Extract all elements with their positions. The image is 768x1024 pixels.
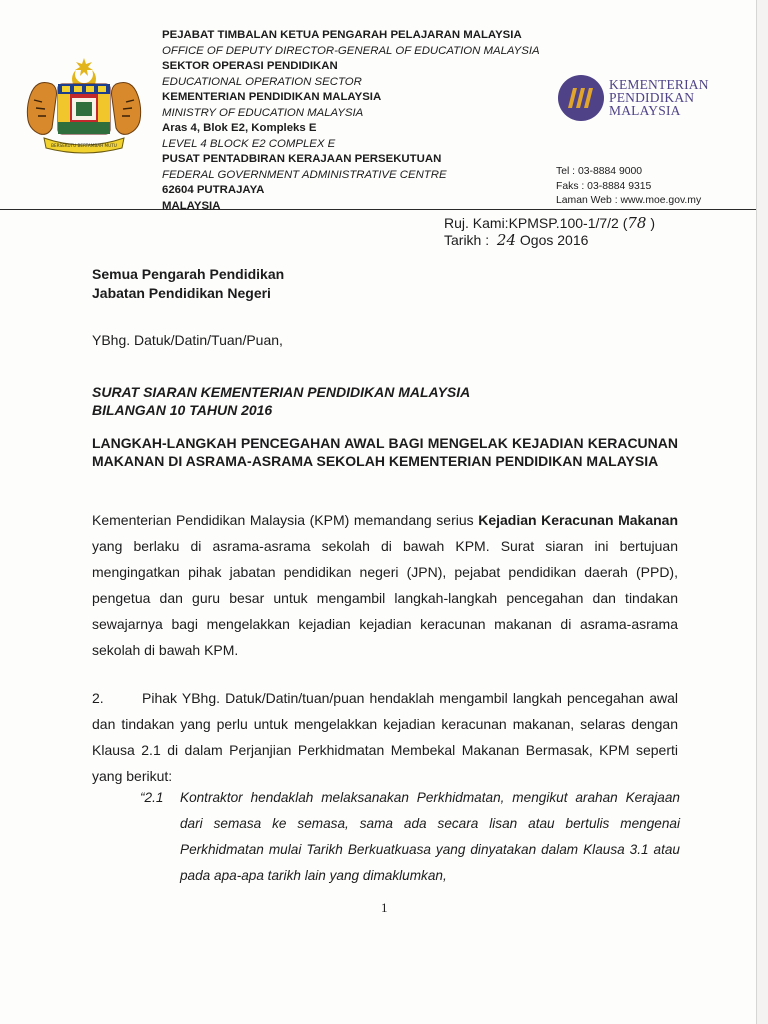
letterhead-line: MINISTRY OF EDUCATION MALAYSIA: [162, 106, 364, 119]
crest-motto: BERSEKUTU BERTAMBAH MUTU: [51, 143, 117, 148]
reference-number: [444, 215, 655, 232]
para2-number: 2.: [92, 690, 104, 706]
letterhead-line: PUSAT PENTADBIRAN KERAJAAN PERSEKUTUAN: [162, 153, 442, 165]
date-handwritten-day: 24: [496, 231, 516, 249]
letterhead-line: OFFICE OF DEPUTY DIRECTOR-GENERAL OF EDUCATION MALAYSIA: [162, 44, 540, 57]
para1-text-end: yang berlaku di asrama-asrama sekolah di bawah KPM. Surat siaran ini bertujuan mengingatkan pihak jabatan pendidikan negeri (JPN), pejabat pendidikan daerah (PPD), pengetua dan guru besar untuk mengambil langkah-langkah pencegahan dan tindakan sewajarnya bagi mengelakkan kejadian kejadian keracunan makanan di asrama-asrama sekolah di bawah KPM.: [92, 538, 678, 658]
circular-line: BILANGAN 10 TAHUN 2016: [92, 402, 273, 418]
para1-text: Kementerian Pendidikan Malaysia (KPM) memandang serius: [92, 512, 479, 528]
contact-web: Laman Web : www.moe.gov.my: [556, 195, 702, 206]
paragraph-2: [92, 685, 678, 789]
clause-text: Kontraktor hendaklah melaksanakan Perkhidmatan, mengikut arahan Kerajaan dari semasa ke semasa, sama ada secara lisan atau bertulis mengenai Perkhidmatan mulai Tarikh Berkuatkuasa yang dinyatakan dalam Klausa 3.1 atau pada apa-apa tarikh lain yang dimaklumkan,: [180, 790, 680, 883]
letterhead-line: FEDERAL GOVERNMENT ADMINISTRATIVE CENTRE: [162, 168, 447, 181]
coat-of-arms-icon: [24, 56, 144, 154]
addressee-line: Jabatan Pendidikan Negeri: [92, 284, 271, 301]
circular-line: SURAT SIARAN KEMENTERIAN PENDIDIKAN MALAYSIA: [92, 384, 471, 400]
ministry-logo-line: MALAYSIA: [609, 103, 681, 118]
ref-value: KPMSP.100-1/7/2 (: [508, 215, 628, 231]
quoted-clause: [140, 785, 680, 889]
page-number: 1: [381, 900, 388, 915]
salutation: YBhg. Datuk/Datin/Tuan/Puan,: [92, 332, 283, 348]
addressee-line: Semua Pengarah Pendidikan: [92, 266, 285, 282]
letterhead-line: Aras 4, Blok E2, Kompleks E: [162, 122, 317, 134]
contact-tel: Tel : 03-8884 9000: [556, 166, 643, 177]
circular-title: [92, 383, 470, 419]
subject-heading: LANGKAH-LANGKAH PENCEGAHAN AWAL BAGI MENGELAK KEJADIAN KERACUNAN MAKANAN DI ASRAMA-ASRAMA SEKOLAH KEMENTERIAN PENDIDIKAN MALAYSIA: [92, 435, 678, 469]
letterhead-line: EDUCATIONAL OPERATION SECTOR: [162, 75, 362, 88]
ministry-logo-icon: [556, 74, 606, 122]
letterhead-divider: [0, 209, 756, 210]
para1-bold: Kejadian Keracunan Makanan: [478, 512, 678, 528]
contact-fax: Faks : 03-8884 9315: [556, 180, 652, 192]
ministry-logo-line: PENDIDIKAN: [609, 90, 695, 105]
letterhead-line: KEMENTERIAN PENDIDIKAN MALAYSIA: [162, 91, 382, 103]
ministry-logo-text: [609, 78, 709, 117]
ref-label: Ruj. Kami:: [444, 215, 509, 231]
letterhead-line: MALAYSIA: [162, 199, 221, 212]
letterhead-line: 62604 PUTRAJAYA: [162, 184, 265, 196]
ministry-logo-line: KEMENTERIAN: [609, 77, 709, 92]
reference-block: [444, 215, 655, 249]
ref-handwritten: 78: [627, 214, 647, 232]
date-rest: Ogos 2016: [516, 232, 589, 248]
letterhead-address: [162, 28, 602, 214]
paragraph-1: [92, 507, 678, 663]
letterhead-line: LEVEL 4 BLOCK E2 COMPLEX E: [162, 137, 336, 150]
reference-date: [444, 232, 655, 249]
addressee: [92, 265, 284, 302]
letterhead-line: PEJABAT TIMBALAN KETUA PENGARAH PELAJARAN MALAYSIA: [162, 29, 522, 41]
para2-text: Pihak YBhg. Datuk/Datin/tuan/puan hendaklah mengambil langkah pencegahan awal dan tindakan yang perlu untuk mengelakkan kejadian keracunan makanan, selaras dengan Klausa 2.1 di dalam Perjanjian Perkhidmatan Membekal Makanan Bermasak, KPM seperti yang berikut:: [92, 690, 678, 784]
date-label: Tarikh :: [444, 232, 490, 248]
ref-close: ): [646, 215, 656, 231]
contact-info: [556, 165, 701, 209]
letterhead-line: SEKTOR OPERASI PENDIDIKAN: [162, 60, 338, 72]
clause-number: “2.1: [140, 790, 164, 805]
